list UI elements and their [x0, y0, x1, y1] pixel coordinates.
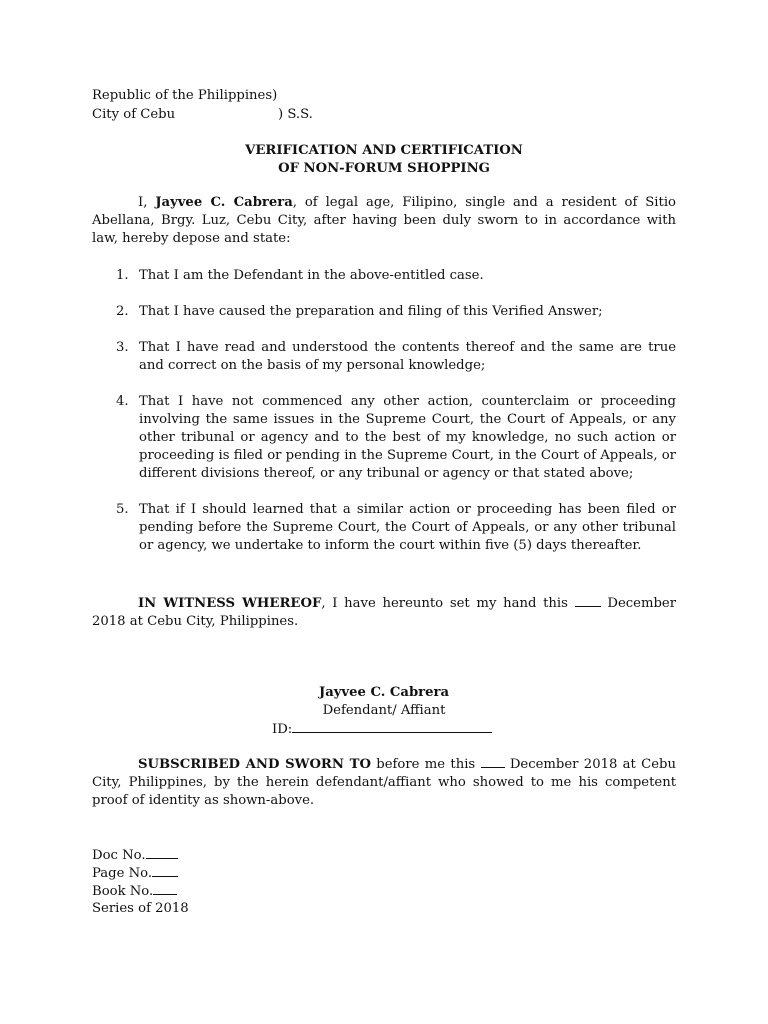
- list-item: [92, 267, 676, 285]
- id-blank: [292, 720, 492, 733]
- jurat-text-2: December 2018 at Cebu City, Philippines, by the herein defendant/affiant who showed to me his competent proof of identity as shown-above.: [92, 757, 676, 808]
- signatory-name: Jayvee C. Cabrera: [318, 685, 450, 700]
- item-number: 4.: [116, 394, 129, 409]
- jurat-date-blank: [481, 755, 505, 768]
- witness-text-1: , I have hereunto set my hand this: [321, 596, 568, 611]
- item-text: That if I should learned that a similar action or proceeding has been filed or pending before the Supreme Court, the Court of Appeals, or any other tribunal or agency, we undertake to inform the court within five (5) days thereafter.: [139, 502, 676, 553]
- page-label: Page No.: [92, 866, 153, 881]
- intro-text: , of legal age, Filipino, single and a resident of Sitio Abellana, Brgy. Luz, Cebu City, after having been duly sworn to in accordance with law, hereby depose and state:: [92, 195, 676, 246]
- date-blank: [575, 594, 601, 607]
- item-text: That I have read and understood the contents thereof and the same are true and correct on the basis of my personal knowledge;: [139, 340, 676, 373]
- doc-blank: [146, 846, 178, 859]
- list-item: [92, 339, 676, 375]
- list-item: [92, 303, 676, 321]
- jurat-heading: SUBSCRIBED AND SWORN TO: [138, 757, 371, 772]
- venue-city: City of Cebu: [92, 107, 176, 122]
- witness-text-2: December 2018 at Cebu City, Philippines.: [92, 596, 676, 629]
- item-text: That I have caused the preparation and filing of this Verified Answer;: [139, 304, 603, 319]
- item-number: 3.: [116, 340, 129, 355]
- page-blank: [152, 864, 178, 877]
- jurat-text-1: before me this: [376, 757, 476, 772]
- book-label: Book No.: [92, 884, 154, 899]
- item-number: 5.: [116, 502, 129, 517]
- doc-number: [92, 846, 178, 865]
- item-text: That I am the Defendant in the above-entitled case.: [139, 268, 484, 283]
- jurat-paragraph: [92, 755, 676, 810]
- page-number: [92, 864, 178, 883]
- signatory-role: Defendant/ Affiant: [322, 703, 446, 718]
- list-item: [92, 393, 676, 483]
- id-label: ID:: [272, 722, 293, 737]
- id-line: [272, 720, 492, 739]
- book-blank: [153, 882, 177, 895]
- book-number: [92, 882, 177, 901]
- witness-paragraph: [92, 594, 676, 631]
- witness-heading: IN WITNESS WHEREOF: [138, 596, 322, 611]
- affiant-name: Jayvee C. Cabrera: [155, 195, 293, 210]
- item-text: That I have not commenced any other action, counterclaim or proceeding involving the same issues in the Supreme Court, the Court of Appeals, or any other tribunal or agency and to the best of my knowledge, no such action or proceeding is filed or pending in the Supreme Court, in the Court of Appeals, or different divisions thereof, or any tribunal or agency or that stated above;: [139, 394, 676, 481]
- item-number: 2.: [116, 304, 129, 319]
- venue-ss: ) S.S.: [278, 107, 313, 122]
- list-item: [92, 501, 676, 555]
- venue-line-1: Republic of the Philippines): [92, 88, 278, 103]
- item-number: 1.: [116, 268, 129, 283]
- intro-prefix: I,: [138, 195, 148, 210]
- doc-label: Doc No.: [92, 848, 146, 863]
- intro-paragraph: [92, 194, 676, 248]
- title-line-1: VERIFICATION AND CERTIFICATION: [245, 143, 523, 158]
- statement-list: [92, 267, 676, 555]
- series-line: Series of 2018: [92, 901, 189, 916]
- title-line-2: OF NON-FORUM SHOPPING: [278, 161, 490, 176]
